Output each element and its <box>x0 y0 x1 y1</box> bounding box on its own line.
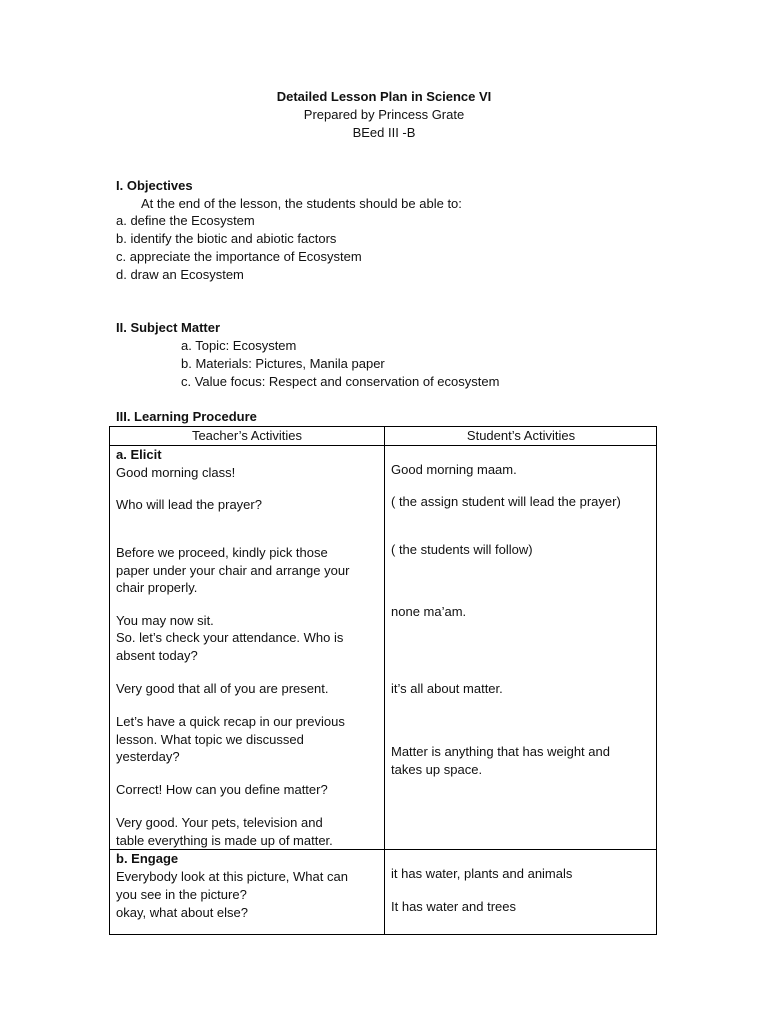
teacher-line: paper under your chair and arrange your <box>116 563 350 578</box>
teacher-line: okay, what about else? <box>116 905 249 920</box>
teacher-line: you see in the picture? <box>116 887 247 902</box>
teacher-line: absent today? <box>116 648 198 663</box>
objectives-heading: I. Objectives <box>116 178 193 193</box>
teacher-line: Everybody look at this picture, What can <box>116 869 348 884</box>
objective-item: b. identify the biotic and abiotic factors <box>116 231 337 246</box>
subject-matter-item: c. Value focus: Respect and conservation of ecosystem <box>181 374 500 389</box>
teacher-line: You may now sit. <box>116 613 214 628</box>
teacher-line: lesson. What topic we discussed <box>116 732 304 747</box>
student-line: it has water, plants and animals <box>391 866 573 881</box>
student-line: ( the assign student will lead the prayer) <box>391 494 621 509</box>
teacher-line: table everything is made up of matter. <box>116 833 333 848</box>
engage-label: b. Engage <box>116 851 179 866</box>
column-divider <box>384 427 385 934</box>
document-title: Detailed Lesson Plan in Science VI <box>276 89 492 104</box>
teacher-line: Let’s have a quick recap in our previous <box>116 714 345 729</box>
procedure-table <box>109 426 657 935</box>
objective-item: a. define the Ecosystem <box>116 213 255 228</box>
subject-matter-item: b. Materials: Pictures, Manila paper <box>181 356 385 371</box>
student-line: It has water and trees <box>391 899 517 914</box>
teacher-line: Before we proceed, kindly pick those <box>116 545 328 560</box>
teacher-line: So. let’s check your attendance. Who is <box>116 630 344 645</box>
elicit-label: a. Elicit <box>116 447 162 462</box>
column-header-teacher: Teacher’s Activities <box>191 428 303 443</box>
student-line: takes up space. <box>391 762 483 777</box>
subject-matter-item: a. Topic: Ecosystem <box>181 338 297 353</box>
student-line: Matter is anything that has weight and <box>391 744 610 759</box>
teacher-line: Correct! How can you define matter? <box>116 782 328 797</box>
teacher-line: Very good that all of you are present. <box>116 681 329 696</box>
procedure-heading: III. Learning Procedure <box>116 409 257 424</box>
student-line: ( the students will follow) <box>391 542 533 557</box>
objective-item: d. draw an Ecosystem <box>116 267 244 282</box>
student-line: Good morning maam. <box>391 462 517 477</box>
header-divider <box>110 445 656 446</box>
teacher-line: Who will lead the prayer? <box>116 497 262 512</box>
teacher-line: Very good. Your pets, television and <box>116 815 323 830</box>
section-label: BEed III -B <box>352 125 416 140</box>
objective-item: c. appreciate the importance of Ecosystem <box>116 249 362 264</box>
student-line: it’s all about matter. <box>391 681 503 696</box>
teacher-line: chair properly. <box>116 580 198 595</box>
prepared-by: Prepared by Princess Grate <box>303 107 465 122</box>
column-header-student: Student’s Activities <box>466 428 576 443</box>
student-line: none ma’am. <box>391 604 467 619</box>
objectives-intro: At the end of the lesson, the students should be able to: <box>141 196 462 211</box>
teacher-line: Good morning class! <box>116 465 236 480</box>
teacher-line: yesterday? <box>116 749 180 764</box>
subject-matter-heading: II. Subject Matter <box>116 320 221 335</box>
document-header <box>0 88 768 142</box>
